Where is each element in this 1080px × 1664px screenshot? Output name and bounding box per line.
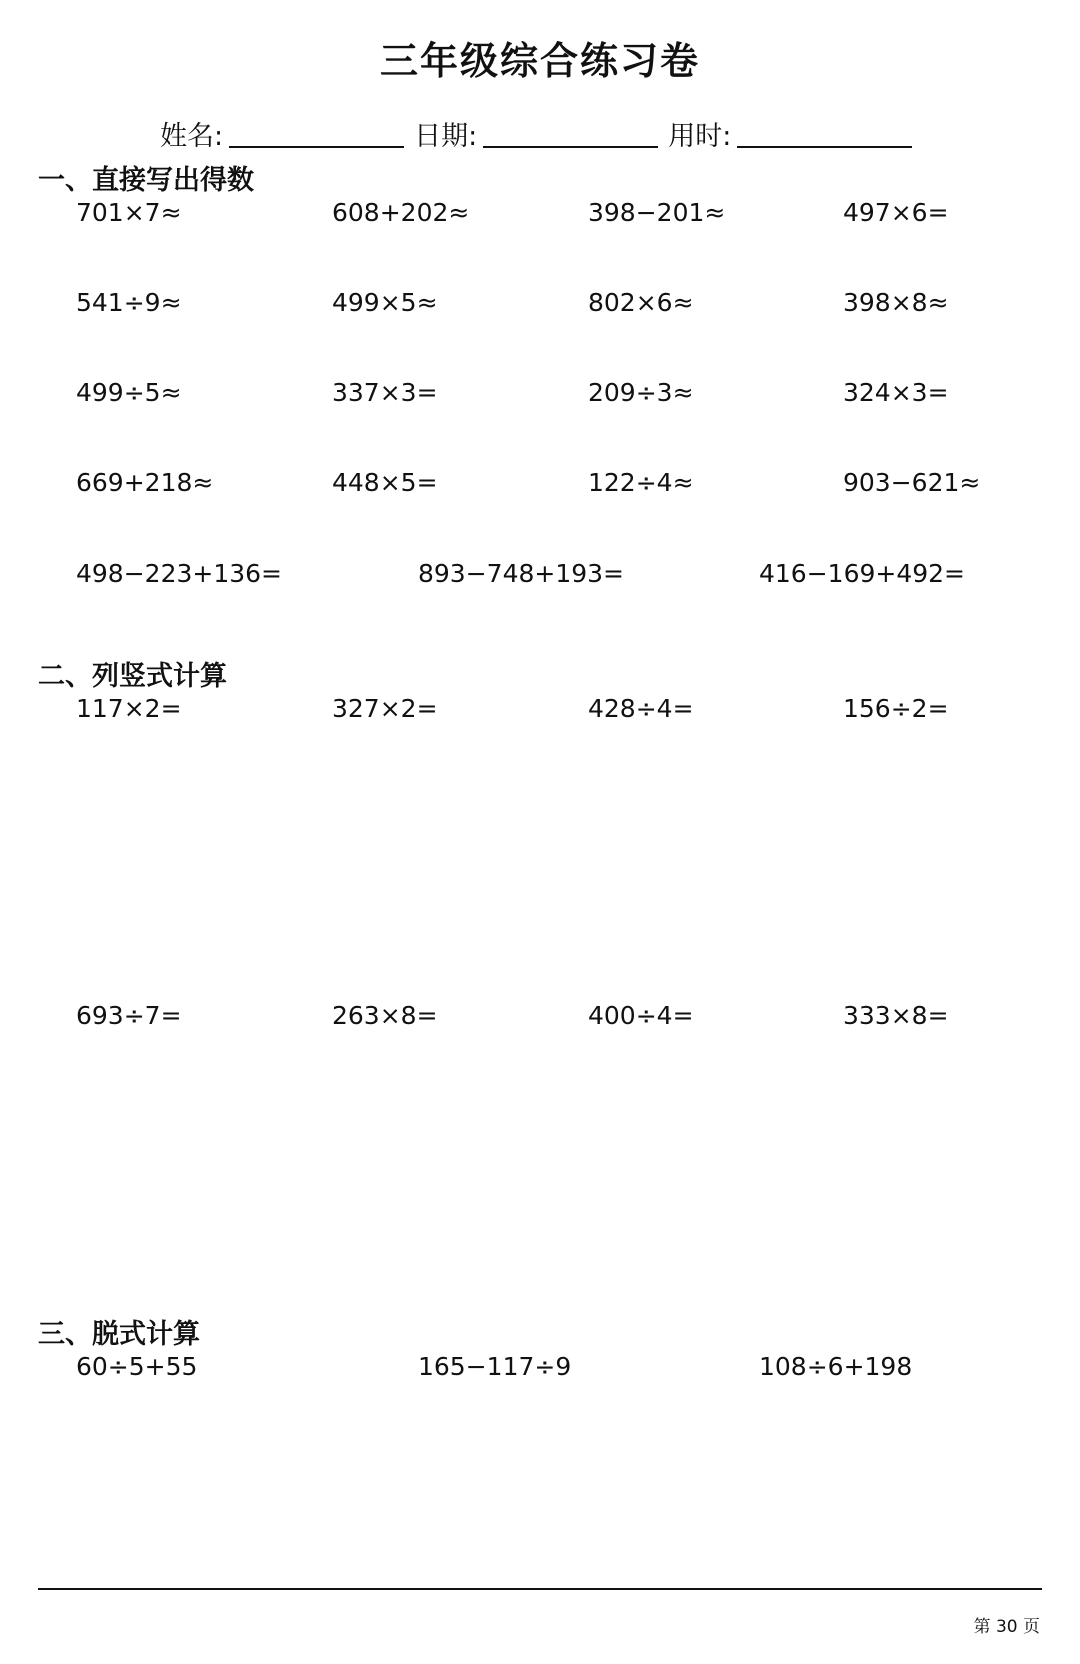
problem-item: 108÷6+198 — [759, 1352, 913, 1381]
problem-item: 324×3= — [843, 378, 949, 407]
problem-item: 400÷4= — [588, 1001, 694, 1030]
problem-item: 608+202≈ — [332, 198, 470, 227]
name-blank[interactable] — [229, 144, 404, 148]
time-label: 用时: — [668, 121, 732, 152]
section-1-title: 一、直接写出得数 — [38, 165, 254, 196]
problem-item: 398−201≈ — [588, 198, 726, 227]
problem-item: 903−621≈ — [843, 468, 981, 497]
problem-item: 165−117÷9 — [418, 1352, 572, 1381]
name-label: 姓名: — [160, 121, 224, 152]
problem-item: 701×7≈ — [76, 198, 182, 227]
section-2-title: 二、列竖式计算 — [38, 661, 227, 692]
problem-item: 117×2= — [76, 694, 182, 723]
problem-item: 499×5≈ — [332, 288, 438, 317]
problem-item: 428÷4= — [588, 694, 694, 723]
footer-divider — [38, 1588, 1042, 1590]
date-field — [414, 114, 658, 153]
section-3-title: 三、脱式计算 — [38, 1319, 200, 1350]
student-info-row — [160, 114, 950, 153]
name-field — [160, 114, 404, 153]
page-number: 第 30 页 — [973, 1617, 1040, 1637]
page-title: 三年级综合练习卷 — [379, 39, 700, 83]
problem-item: 416−169+492= — [759, 559, 965, 588]
problem-item: 60÷5+55 — [76, 1352, 198, 1381]
problem-item: 497×6= — [843, 198, 949, 227]
problem-item: 263×8= — [332, 1001, 438, 1030]
problem-item: 333×8= — [843, 1001, 949, 1030]
problem-item: 327×2= — [332, 694, 438, 723]
problem-item: 693÷7= — [76, 1001, 182, 1030]
problem-item: 448×5= — [332, 468, 438, 497]
problem-item: 498−223+136= — [76, 559, 282, 588]
problem-item: 209÷3≈ — [588, 378, 694, 407]
problem-item: 802×6≈ — [588, 288, 694, 317]
problem-item: 337×3= — [332, 378, 438, 407]
problem-item: 499÷5≈ — [76, 378, 182, 407]
problem-item: 893−748+193= — [418, 559, 624, 588]
problem-item: 541÷9≈ — [76, 288, 182, 317]
problem-item: 669+218≈ — [76, 468, 214, 497]
problem-item: 122÷4≈ — [588, 468, 694, 497]
date-blank[interactable] — [483, 144, 658, 148]
date-label: 日期: — [414, 121, 478, 152]
time-blank[interactable] — [737, 144, 912, 148]
problem-item: 156÷2= — [843, 694, 949, 723]
problem-item: 398×8≈ — [843, 288, 949, 317]
time-field — [668, 114, 912, 153]
